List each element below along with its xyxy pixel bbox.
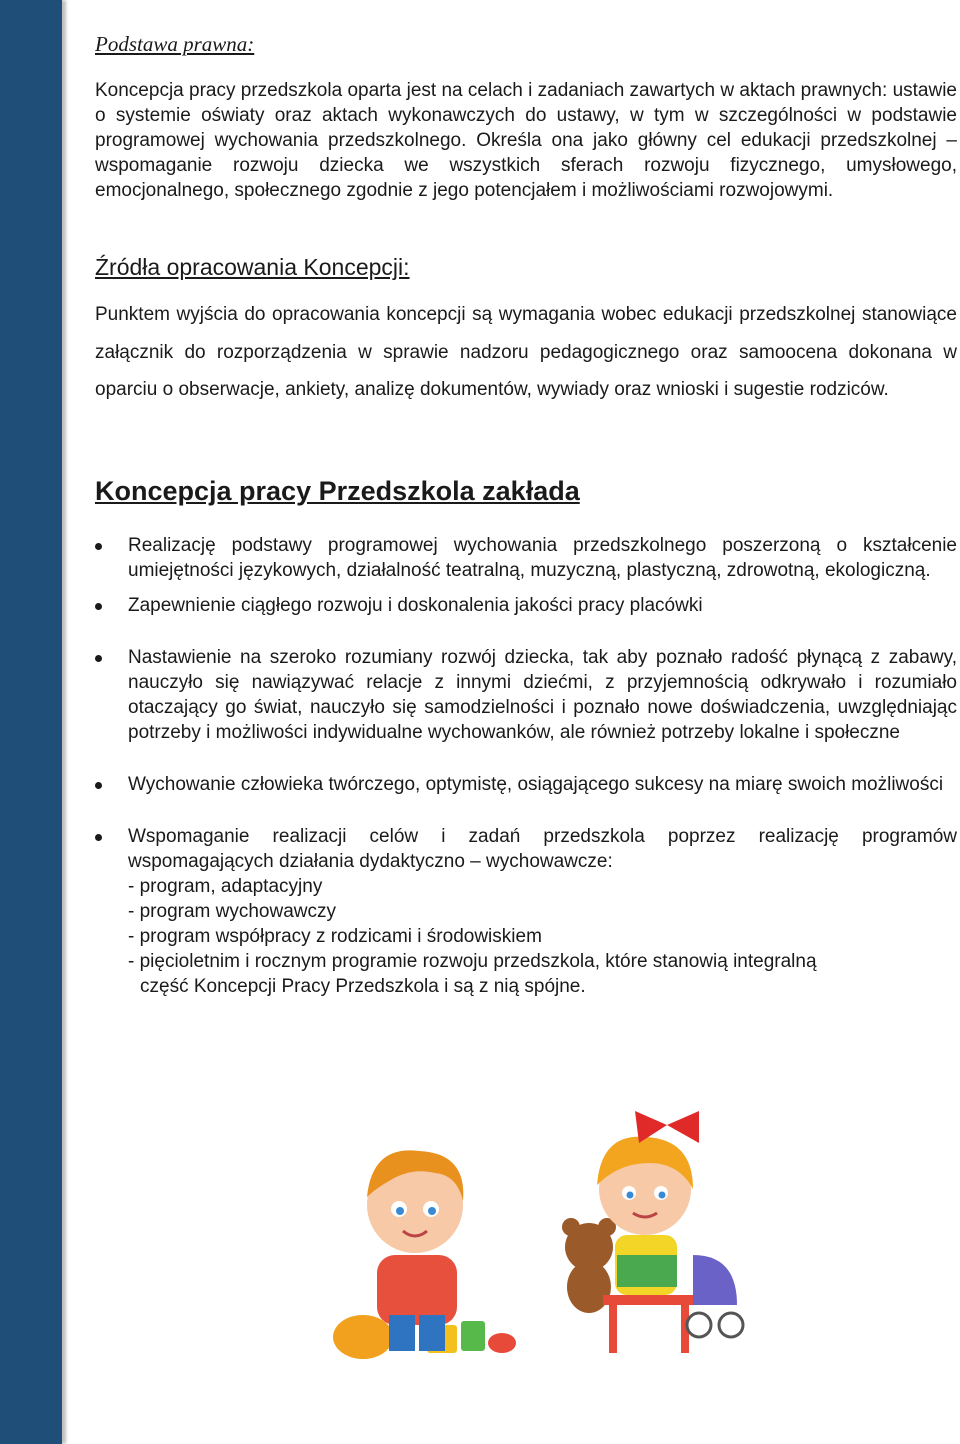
paragraph-legal-basis: Koncepcja pracy przedszkola oparta jest na celach i zadaniach zawartych w aktach prawnych: ustawie o systemie oświaty oraz aktach wykonawczych do ustawy, w tym w szczególności w podstawie programowej wychowania przedszkolnego. Określa ona jako główny cel edukacji przedszkolnej – wspomaganie rozwoju dziecka we wszystkich sferach rozwoju fizycznego, umysłowego, emocjonalnego, społecznego zgodnie z jego potencjałem i możliwościami rozwojowymi.	[95, 80, 957, 201]
sub-item: część Koncepcji Pracy Przedszkola i są z nią spójne.	[140, 976, 586, 997]
sub-item: - program wychowawczy	[128, 901, 336, 922]
list-item-text: Realizację podstawy programowej wychowania przedszkolnego poszerzoną o kształcenie umiejętności językowych, działalność teatralną, muzyczną, plastyczną, zdrowotną, ekologiczną.	[128, 535, 957, 581]
list-item	[95, 772, 957, 797]
concept-bullet-list	[95, 533, 957, 999]
list-item-text: Wychowanie człowieka twórczego, optymistę, osiągającego sukcesy na miarę swoich możliwości	[128, 774, 944, 795]
heading-sources: Źródła opracowania Koncepcji:	[95, 254, 410, 280]
sub-item: - program, adaptacyjny	[128, 876, 323, 897]
list-item	[95, 533, 957, 583]
bullet-icon	[95, 655, 102, 662]
list-item-text: Zapewnienie ciągłego rozwoju i doskonalenia jakości pracy placówki	[128, 595, 703, 616]
list-item	[95, 593, 957, 618]
paragraph-sources: Punktem wyjścia do opracowania koncepcji są wymagania wobec edukacji przedszkolnej stanowiące załącznik do rozporządzenia w sprawie nadzoru pedagogicznego oraz samoocena dokonana w oparciu o obserwacje, ankiety, analizę dokumentów, wywiady oraz wnioski i sugestie rodziców.	[95, 304, 957, 400]
bullet-icon	[95, 603, 102, 610]
list-item-text: Nastawienie na szeroko rozumiany rozwój dziecka, tak aby poznało radość płynącą z zabawy, nauczyło się nawiązywać relacje z innymi dziećmi, z przyjemnością odkrywało i rozumiało otaczający go świat, nauczyło się samodzielności i poznało nowe doświadczenia, uwzględniając potrzeby i możliwości indywidualne wychowanków, ale również potrzeby lokalne i społeczne	[128, 647, 957, 743]
bullet-icon	[95, 834, 102, 841]
children-illustration	[327, 1105, 747, 1365]
list-item-text: Wspomaganie realizacji celów i zadań przedszkola poprzez realizację programów wspomagających działania dydaktyczno – wychowawcze:	[128, 826, 957, 872]
heading-concept: Koncepcja pracy Przedszkola zakłada	[95, 476, 580, 506]
bullet-icon	[95, 782, 102, 789]
heading-legal-basis: Podstawa prawna:	[95, 32, 255, 56]
sub-item: - program współpracy z rodzicami i środowiskiem	[128, 926, 542, 947]
sidebar-stripe	[0, 0, 62, 1444]
list-item	[95, 824, 957, 999]
list-item	[95, 645, 957, 745]
sub-item: - pięcioletnim i rocznym programie rozwoju przedszkola, które stanowią integralną	[128, 951, 817, 972]
bullet-icon	[95, 543, 102, 550]
